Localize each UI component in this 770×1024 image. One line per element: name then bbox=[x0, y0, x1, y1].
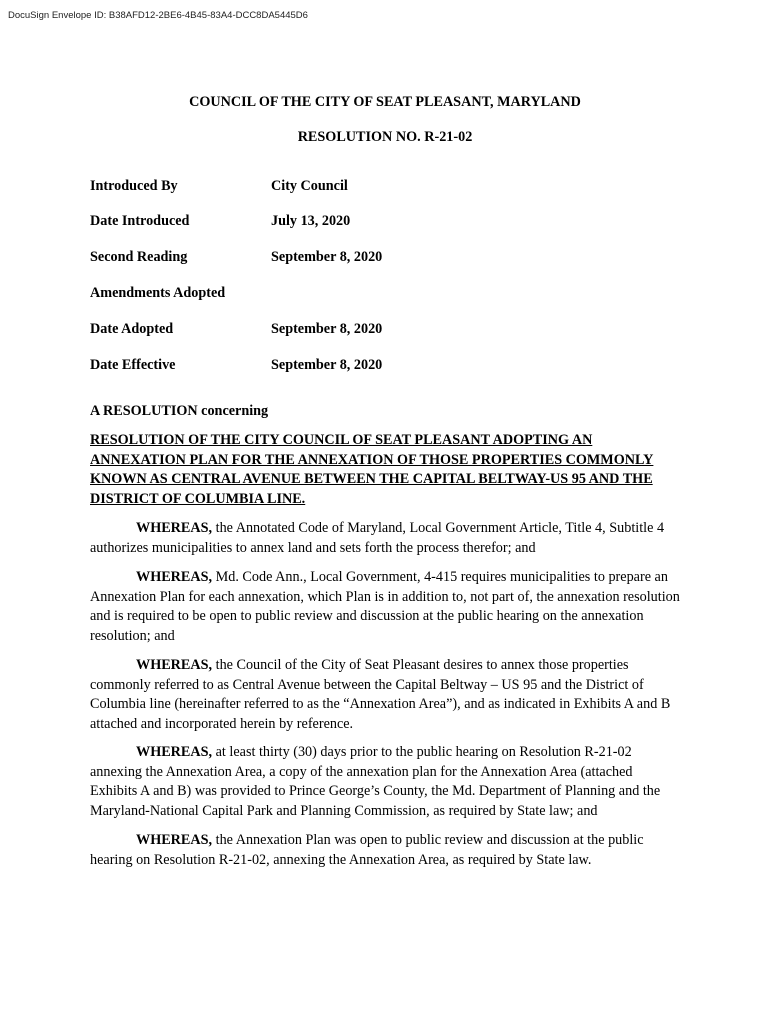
field-row-date-introduced bbox=[90, 213, 690, 233]
field-row-date-adopted bbox=[90, 321, 690, 341]
field-label: Date Effective bbox=[90, 357, 176, 373]
field-label: Introduced By bbox=[90, 178, 178, 194]
whereas-lead: WHEREAS, bbox=[136, 832, 213, 848]
field-label: Amendments Adopted bbox=[90, 285, 226, 301]
field-label: Second Reading bbox=[90, 249, 188, 265]
field-value: September 8, 2020 bbox=[271, 249, 383, 265]
whereas-paragraph bbox=[90, 519, 680, 558]
whereas-paragraph bbox=[90, 831, 680, 870]
field-label: Date Introduced bbox=[90, 213, 190, 229]
envelope-id: DocuSign Envelope ID: B38AFD12-2BE6-4B45-83A4-DCC8DA5445D6 bbox=[8, 10, 308, 21]
field-value: City Council bbox=[271, 178, 348, 194]
whereas-text: the Council of the City of Seat Pleasant desires to annex those properties commonly referred to as Central Avenue between the Capital Beltway – US 95 and the District of Columbia line (hereinafter referred to as the “Annexation Area”), and as indicated in Exhibits A and B attached and incorporated herein by reference. bbox=[90, 657, 671, 732]
council-heading: COUNCIL OF THE CITY OF SEAT PLEASANT, MARYLAND bbox=[189, 94, 581, 110]
field-row-introduced-by bbox=[90, 178, 690, 198]
whereas-paragraph bbox=[90, 743, 680, 821]
whereas-text: the Annotated Code of Maryland, Local Government Article, Title 4, Subtitle 4 authorizes municipalities to annex land and sets forth the process therefor; and bbox=[90, 520, 665, 556]
whereas-lead: WHEREAS, bbox=[136, 569, 213, 585]
whereas-lead: WHEREAS, bbox=[136, 520, 213, 536]
whereas-text: Md. Code Ann., Local Government, 4-415 requires municipalities to prepare an Annexation Plan for each annexation, which Plan is in addition to, not part of, the annexation resolution and is required to be open to public review and discussion at the public hearing on the annexation resolution; and bbox=[90, 569, 680, 644]
whereas-lead: WHEREAS, bbox=[136, 657, 213, 673]
resolution-concerning: A RESOLUTION concerning bbox=[90, 403, 269, 419]
whereas-text: the Annexation Plan was open to public review and discussion at the public hearing on Resolution R-21-02, annexing the Annexation Area, as required by State law. bbox=[90, 832, 644, 868]
resolution-title: RESOLUTION OF THE CITY COUNCIL OF SEAT PLEASANT ADOPTING AN ANNEXATION PLAN FOR THE ANNEXATION OF THOSE PROPERTIES COMMONLY KNOWN AS CENTRAL AVENUE BETWEEN THE CAPITAL BELTWAY-US 95 AND THE DISTRICT OF COLUMBIA LINE. bbox=[90, 432, 654, 507]
whereas-paragraph bbox=[90, 568, 680, 646]
resolution-number: RESOLUTION NO. R-21-02 bbox=[297, 129, 473, 145]
field-row-date-effective bbox=[90, 357, 690, 377]
field-value: September 8, 2020 bbox=[271, 357, 383, 373]
field-value: September 8, 2020 bbox=[271, 321, 383, 337]
field-value: July 13, 2020 bbox=[271, 213, 351, 229]
whereas-text: at least thirty (30) days prior to the public hearing on Resolution R-21-02 annexing the Annexation Area, a copy of the annexation plan for the Annexation Area (attached Exhibits A and B) was provided to Prince George’s County, the Md. Department of Planning and the Maryland-National Capital Park and Planning Commission, as required by State law; and bbox=[90, 744, 661, 819]
field-row-amendments-adopted bbox=[90, 285, 690, 305]
field-row-second-reading bbox=[90, 249, 690, 269]
whereas-lead: WHEREAS, bbox=[136, 744, 213, 760]
whereas-paragraph bbox=[90, 656, 680, 734]
field-label: Date Adopted bbox=[90, 321, 174, 337]
